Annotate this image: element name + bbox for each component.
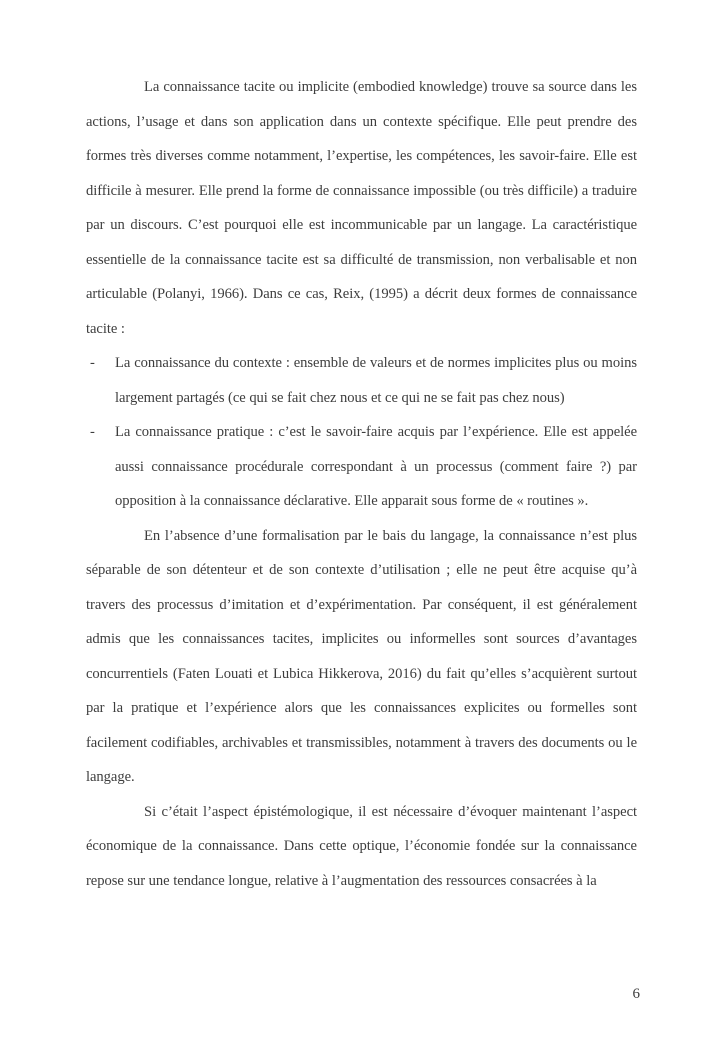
paragraph-economic-aspect: Si c’était l’aspect épistémologique, il est nécessaire d’évoquer maintenant l’aspect économique de la connaissance. Dans cette optique, l’économie fondée sur la connaissance repose sur une tendance longue, relative à l’augmentation des ressources consacrées à la xyxy=(86,803,637,889)
list-bullet: - xyxy=(90,424,95,440)
page-body xyxy=(86,70,637,898)
list-item-practical-knowledge xyxy=(86,415,637,519)
paragraph-tacit-knowledge: La connaissance tacite ou implicite (embodied knowledge) trouve sa source dans les actions, l’usage et dans son application dans un contexte spécifique. Elle peut prendre des formes très diverses comme notamment, l’expertise, les compétences, les savoir-faire. Elle est difficile à mesurer. Elle prend la forme de connaissance impossible (ou très difficile) a traduire par un discours. C’est pourquoi elle est incommunicable par un langage. La caractéristique essentielle de la connaissance tacite est sa difficulté de transmission, non verbalisable et non articulable (Polanyi, 1966). Dans ce cas, Reix, (1995) a décrit deux formes de connaissance tacite : xyxy=(86,79,637,337)
page-number: 6 xyxy=(632,986,640,1002)
list-item-text: La connaissance pratique : c’est le savoir-faire acquis par l’expérience. Elle est appelée aussi connaissance procédurale correspondant à un processus (comment faire ?) par opposition à la connaissance déclarative. Elle apparait sous forme de « routines ». xyxy=(115,424,637,509)
list-bullet: - xyxy=(90,355,95,371)
list-item-text: La connaissance du contexte : ensemble de valeurs et de normes implicites plus ou moins largement partagés (ce qui se fait chez nous et ce qui ne se fait pas chez nous) xyxy=(115,355,637,406)
tacit-knowledge-forms-list xyxy=(86,346,637,519)
list-item-context-knowledge xyxy=(86,346,637,415)
paragraph-formalisation: En l’absence d’une formalisation par le bais du langage, la connaissance n’est plus séparable de son détenteur et de son contexte d’utilisation ; elle ne peut être acquise qu’à travers des processus d’imitation et d’expérimentation. Par conséquent, il est généralement admis que les connaissances tacites, implicites ou informelles sont sources d’avantages concurrentiels (Faten Louati et Lubica Hikkerova, 2016) du fait qu’elles s’acquièrent surtout par la pratique et l’expérience alors que les connaissances explicites ou formelles sont facilement codifiables, archivables et transmissibles, notamment à travers des documents ou le langage. xyxy=(86,527,637,785)
